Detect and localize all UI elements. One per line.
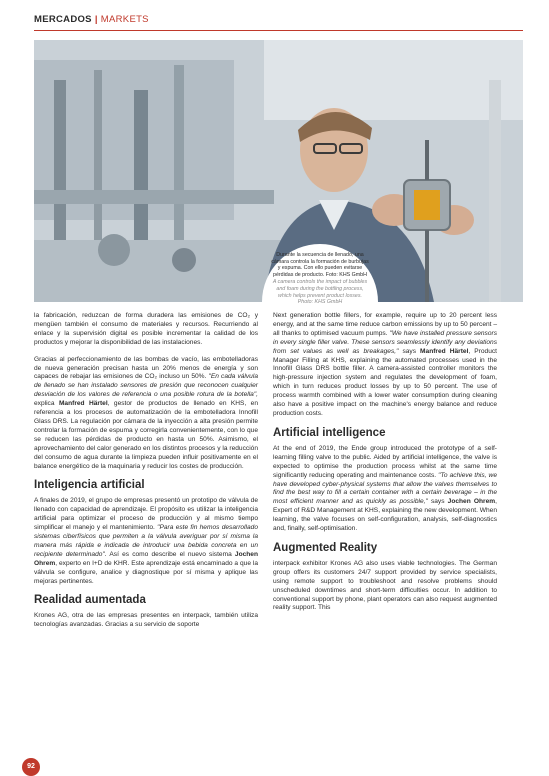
text-run: , gestor de productos de llenado en KHS, en referencia a los procesos de automatización de la embotelladora Innofill Glass DRS. La regulación por cámara de la inyección a alta presión permite controlar la formación de espuma y corregirla convenientemente, con lo que se reducen las pérdidas de producto en hasta un 50%. Asimismo, el aprovechamiento del calor generado en los distintos procesos y la reducción del consumo de agua durante la limpieza pueden influir positivamente en el balance energético de la maquinaria y reducir los costes de producción. bbox=[34, 400, 259, 470]
person-name: Manfred Härtel bbox=[58, 400, 108, 408]
person-name: Jochen Ohrem bbox=[34, 550, 259, 567]
page-number: 92 bbox=[22, 758, 40, 776]
paragraph bbox=[273, 445, 497, 534]
text-run: , experto en I+D de KHR. Este aprendizaje está encaminado a que la válvula se configure, analice y diagnostique por sí misma y aplique las mejoras pertinentes. bbox=[34, 559, 258, 585]
paragraph bbox=[34, 497, 258, 586]
text-run: , Expert of R&D Management at KHS, explaining the new development. When learning, the valve focuses on self-configuration, analysis, self-diagnostics and, finally, self-optimisation. bbox=[273, 498, 497, 533]
header-separator: | bbox=[94, 14, 98, 25]
paragraph bbox=[34, 356, 258, 472]
text-run: At the end of 2019, the Ende group introduced the prototype of a self-learning filling valve to the public. Aided by artificial intelligence, the valve is expected to optimise the production process whilst at the same time significantly reducing operating and maintenance costs. bbox=[273, 444, 497, 479]
person-name: Manfred Härtel bbox=[420, 347, 469, 355]
person-name: Jochen Ohrem bbox=[447, 498, 496, 506]
photo-caption bbox=[262, 244, 378, 320]
paragraph bbox=[273, 312, 497, 419]
caption-spanish: Durante la secuencia de llenado, una cámara controla la formación de burbujas y espuma. Con ello pueden evitarse pérdidas de producto. Foto: KHS GmbH bbox=[271, 252, 369, 278]
section-heading: Realidad aumentada bbox=[34, 594, 146, 607]
caption-english: A camera controls the impact of bubbles and foam during the bottling process, which helps prevent product losses. Photo: KHS GmbH bbox=[272, 279, 368, 306]
text-run: Next generation bottle fillers, for example, require up to 20 percent less energy, and at the same time reduce carbon emissions by up to 50 percent – all thanks to optimised vacuum pumps. bbox=[273, 312, 497, 337]
quote: "To achieve this, we have developed cyber-physical systems that allow the valves themselves to find the best way to fill a certain container with a certain beverage – in the most efficient manner and as quickly as possible," bbox=[273, 471, 497, 506]
quote: "We have installed pressure sensors in every single filler valve. These sensors seamlessly identify any deviations from set values as well as breakages," bbox=[273, 329, 497, 355]
text-run: says bbox=[427, 498, 448, 506]
header-rule bbox=[34, 30, 523, 31]
subsection-title: MARKETS bbox=[100, 14, 149, 25]
section-heading: Augmented Reality bbox=[273, 541, 378, 554]
paragraph: interpack exhibitor Krones AG also uses viable technologies. The German group offers its customers 24/7 support provided by service specialists, using remote support to troubleshoot and resolve problems should unscheduled downtimes and short-term difficulties occur. In addition to conventional support by phone, plant operators can also request augmented reality support. This bbox=[273, 559, 497, 612]
english-column bbox=[273, 312, 497, 621]
quote: "En cada válvula de llenado se han instalado sensores de presión que reconocen cualquier desviación de los valores de referencia o una posible rotura de la botella", bbox=[34, 373, 258, 399]
text-run: , Product Manager Filling at KHS, explaining the automated processes used in the Innofill Glass DRS bottle filler. A camera-assisted controller monitors the high-pressure injection system and regulates the development of foam, which in turn reduces product losses by up to 50 percent. The use of process warmth combined with a lower water consumption during cleaning also have a positive impact on the machine's energy balance and reduce production costs. bbox=[273, 347, 497, 417]
text-run: explica bbox=[34, 400, 59, 408]
spanish-column bbox=[34, 312, 258, 638]
text-run: . Así es como describe el nuevo sistema bbox=[104, 550, 235, 558]
text-run: Gracias al perfeccionamiento de las bombas de vacío, las embotelladoras de nueva generación precisan hasta un 20% menos de energía y son capaces de rebajar las emisiones de CO₂ incluso un 50%. bbox=[34, 355, 258, 381]
page-header bbox=[34, 14, 523, 32]
paragraph: Krones AG, otra de las empresas presentes en interpack, también utiliza tecnologías avanzadas. Gracias a su servicio de soporte bbox=[34, 612, 258, 629]
quote: "Para este fin hemos desarrollado sistemas ciberfísicos que permiten a la válvula averiguar por sí misma la manera más rápida e indicada de introducir una bebida concreta en un recipiente determinado" bbox=[34, 524, 258, 558]
section-heading: Inteligencia artificial bbox=[34, 479, 145, 492]
section-title: MERCADOS bbox=[34, 14, 92, 25]
text-run: says bbox=[398, 347, 421, 355]
section-heading: Artificial intelligence bbox=[273, 426, 386, 439]
paragraph: la fabricación, reduzcan de forma duradera las emisiones de CO₂ y mengüen también el consumo de materiales y recursos. Recurriendo al enlace y la supervisión digital es posible incrementar la calidad de los productos y mejorar la disponibilidad de las instalaciones. bbox=[34, 312, 258, 346]
text-run: A finales de 2019, el grupo de empresas presentó un prototipo de válvula de llenado con capacidad de aprendizaje. El propósito es utilizar la inteligencia artificial para optimizar el proceso de producción y al mismo tiempo simplificar el manejo y el mantenimiento. bbox=[34, 497, 258, 532]
